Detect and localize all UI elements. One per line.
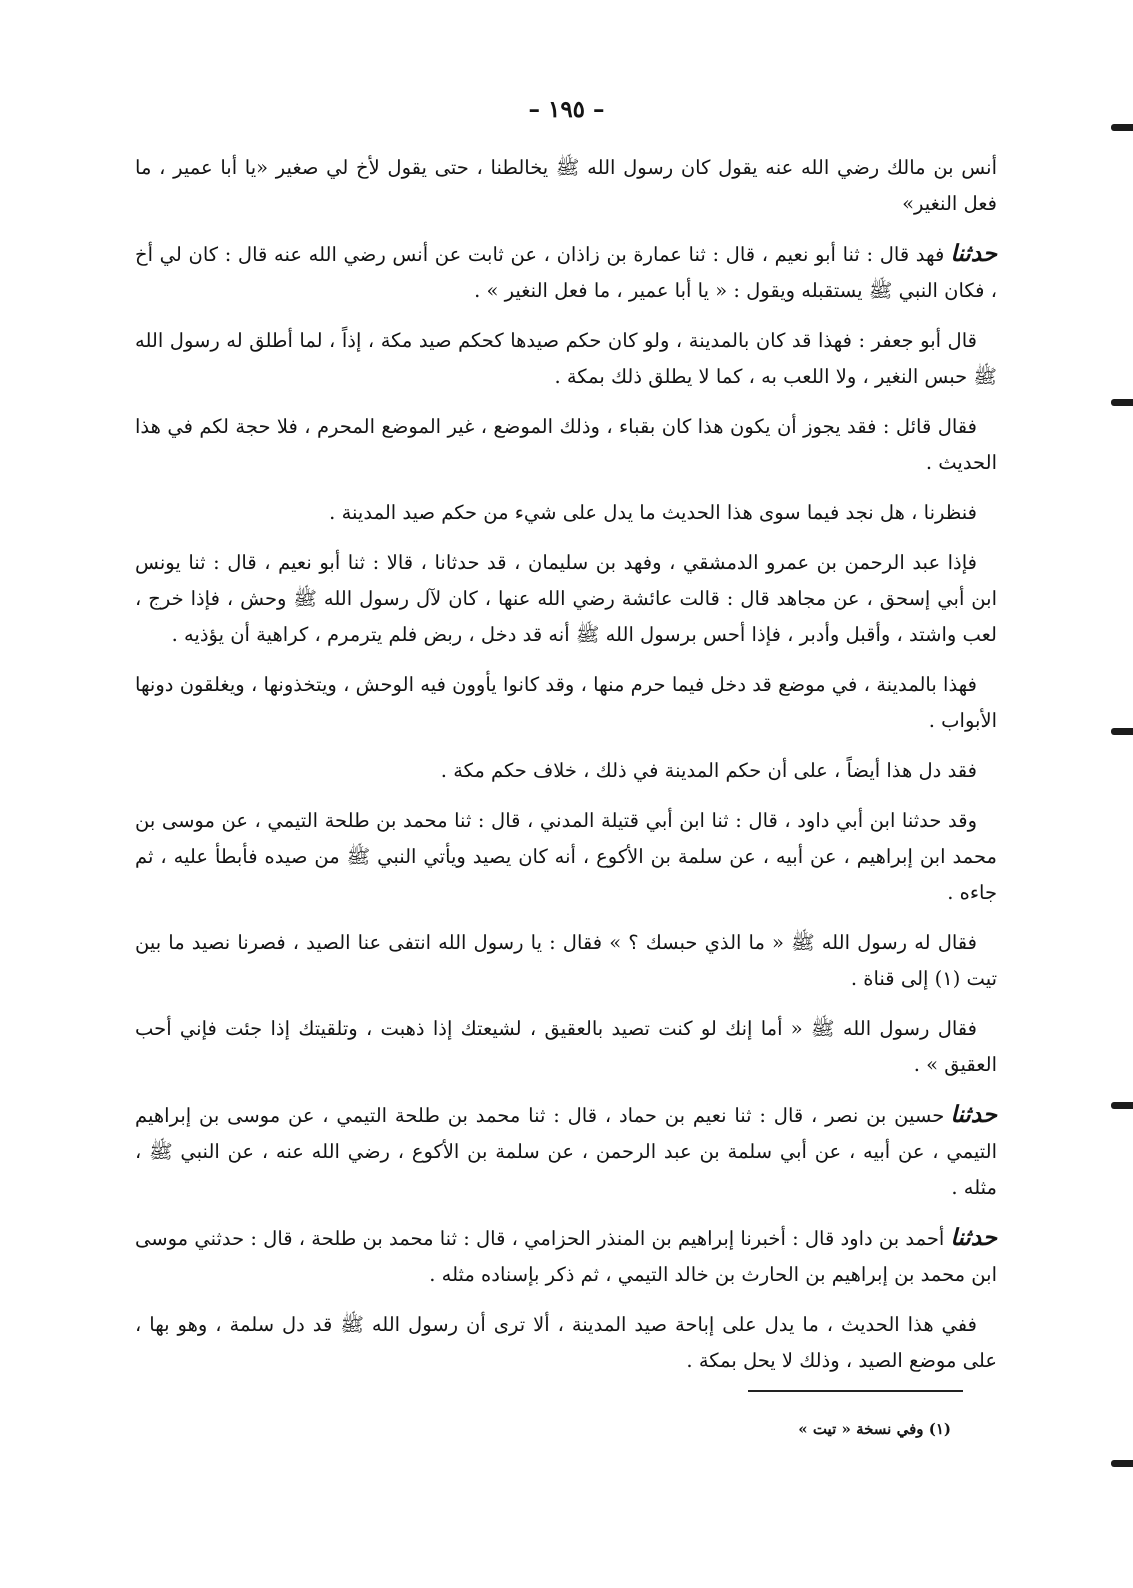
body-text <box>135 150 997 1393</box>
paragraph-text: فإذا عبد الرحمن بن عمرو الدمشقي ، وفهد بن سليمان ، قد حدثانا ، قالا : ثنا أبو نعيم ، قال : ثنا يونس ابن أبي إسحق ، عن مجاهد قال : قالت عائشة رضي الله عنها ، كان لآل رسول الله ﷺ وحش ، فإذا خرج ، لعب واشتد ، وأقبل وأدبر ، فإذا أحس برسول الله ﷺ أنه قد دخل ، ربض فلم يترمرم ، كراهية أن يؤذيه . <box>135 551 997 646</box>
paragraph-11 <box>135 1011 997 1083</box>
paragraph-9 <box>135 803 997 911</box>
page-edge-mark <box>1111 124 1133 131</box>
paragraph-5 <box>135 495 997 531</box>
paragraph-7 <box>135 667 997 739</box>
paragraph-10 <box>135 925 997 997</box>
page-edge-mark <box>1111 728 1133 735</box>
paragraph-text: ففي هذا الحديث ، ما يدل على إباحة صيد المدينة ، ألا ترى أن رسول الله ﷺ قد دل سلمة ، وهو بها ، على موضع الصيد ، وذلك لا يحل بمكة . <box>135 1313 997 1372</box>
paragraph-text: فقال له رسول الله ﷺ « ما الذي حبسك ؟ » فقال : يا رسول الله انتفى عنا الصيد ، فصرنا نصيد ما بين تيت (١) إلى قناة . <box>135 931 997 990</box>
paragraph-text: فقال قائل : فقد يجوز أن يكون هذا كان بقباء ، وذلك الموضع ، غير الموضع المحرم ، فلا حجة لكم في هذا الحديث . <box>135 415 997 474</box>
paragraph-12 <box>135 1097 997 1206</box>
page-edge-mark <box>1111 1102 1133 1109</box>
paragraph-text: وقد حدثنا ابن أبي داود ، قال : ثنا ابن أبي قتيلة المدني ، قال : ثنا محمد بن طلحة التيمي ، عن موسى بن محمد ابن إبراهيم ، عن أبيه ، عن سلمة بن الأكوع ، أنه كان يصيد ويأتي النبي ﷺ من صيده فأبطأ عليه ، ثم جاءه . <box>135 809 997 904</box>
page-number: – ١٩٥ – <box>528 96 605 123</box>
paragraph-8 <box>135 753 997 789</box>
paragraph-text: فقال رسول الله ﷺ « أما إنك لو كنت تصيد بالعقيق ، لشيعتك إذا ذهبت ، وتلقيتك إذا جئت فإني أحب العقيق » . <box>135 1017 997 1076</box>
hadith-lead-word: حدثنا <box>950 240 997 267</box>
paragraph-text: فقد دل هذا أيضاً ، على أن حكم المدينة في ذلك ، خلاف حكم مكة . <box>440 759 977 782</box>
paragraph-3 <box>135 323 997 395</box>
page-edge-mark <box>1111 399 1133 406</box>
paragraph-2 <box>135 236 997 309</box>
paragraph-text: قال أبو جعفر : فهذا قد كان بالمدينة ، ولو كان حكم صيدها كحكم صيد مكة ، إذاً ، لما أطلق له رسول الله ﷺ حبس النغير ، ولا اللعب به ، كما لا يطلق ذلك بمكة . <box>135 329 997 388</box>
page-edge-mark <box>1111 1460 1133 1467</box>
paragraph-13 <box>135 1220 997 1293</box>
paragraph-text: أحمد بن داود قال : أخبرنا إبراهيم بن المنذر الحزامي ، قال : ثنا محمد بن طلحة ، قال : حدثني موسى ابن محمد بن إبراهيم بن الحارث بن خالد التيمي ، ثم ذكر بإسناده مثله . <box>135 1227 997 1286</box>
footnote-divider <box>748 1390 963 1392</box>
paragraph-text: فهد قال : ثنا أبو نعيم ، قال : ثنا عمارة بن زاذان ، عن ثابت عن أنس رضي الله عنه قال : كان لي أخ ، فكان النبي ﷺ يستقبله ويقول : « يا أبا عمير ، ما فعل النغير » . <box>135 243 997 302</box>
paragraph-text: أنس بن مالك رضي الله عنه يقول كان رسول الله ﷺ يخالطنا ، حتى يقول لأخ لي صغير «يا أبا عمير ، ما فعل النغير» <box>135 156 997 215</box>
paragraph-text: فنظرنا ، هل نجد فيما سوى هذا الحديث ما يدل على شيء من حكم صيد المدينة . <box>329 501 977 524</box>
paragraph-text: فهذا بالمدينة ، في موضع قد دخل فيما حرم منها ، وقد كانوا يأوون فيه الوحش ، ويتخذونها ، ويغلقون دونها الأبواب . <box>135 673 997 732</box>
paragraph-text: حسين بن نصر ، قال : ثنا نعيم بن حماد ، قال : ثنا محمد بن طلحة التيمي ، عن موسى بن إبراهيم التيمي ، عن أبيه ، عن أبي سلمة بن عبد الرحمن ، عن سلمة بن الأكوع ، رضي الله عنه ، عن النبي ﷺ ، مثله . <box>135 1104 997 1199</box>
paragraph-1 <box>135 150 997 222</box>
paragraph-6 <box>135 545 997 653</box>
footnote: (١) وفي نسخة « تيت » <box>798 1420 951 1438</box>
paragraph-14 <box>135 1307 997 1379</box>
hadith-lead-word: حدثنا <box>950 1224 997 1251</box>
hadith-lead-word: حدثنا <box>950 1101 997 1128</box>
paragraph-4 <box>135 409 997 481</box>
